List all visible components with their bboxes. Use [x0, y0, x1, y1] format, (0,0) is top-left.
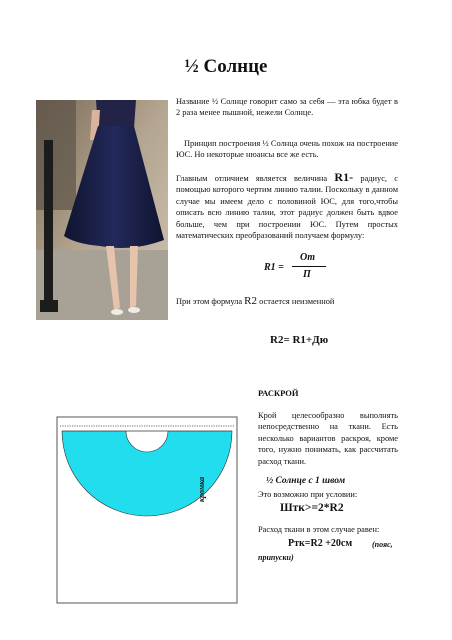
one-seam-heading: ½ Солнце с 1 швом [266, 476, 346, 486]
skirt-photo-illustration [36, 100, 168, 320]
cutting-diagram [56, 416, 238, 604]
fraction-line [292, 266, 326, 267]
consumption-formula: Ртк=R2 +20см [288, 538, 353, 549]
consumption-note-a: (пояс, [372, 540, 393, 549]
cutting-paragraph: Крой целесообразно выполнять непосредственно на ткани. Есть несколько вариантов раскроя, кроме того, нужно понимать, как рассчитать расход ткани. [258, 411, 398, 466]
main-difference-post: радиус, с помощью которого чертим линию талии. Поскольку в данном случае мы имеем дело с половиной ЮС, для того,чтобы описать всю линию талии, этот радиус должен быть вдвое больше, чем при построении ЮС. Путем простых математических преобразований получаем формулу: [176, 174, 399, 241]
condition-text: Это возможно при условии: [258, 490, 358, 499]
cutting-heading: РАСКРОЙ [258, 388, 299, 398]
consumption-note-b: припуски) [258, 553, 294, 562]
fabric-width-formula: Штк>=2*R2 [280, 502, 344, 514]
main-difference-pre: Главным отличием является величина [176, 174, 328, 183]
r2-note [176, 296, 398, 307]
selvedge-label: кромка [197, 476, 206, 502]
intro-paragraph: Название ½ Солнце говорит само за себя — эта юбка будет в 2 раза менее пышной, нежели Солнце. [176, 97, 398, 118]
page-title: ½ Солнце [184, 56, 268, 77]
consumption-intro: Расход ткани в этом случае равен: [258, 525, 380, 534]
r1-formula [200, 252, 330, 284]
formula-lhs: R1 = [264, 262, 284, 273]
principle-paragraph: Принцип построения ½ Солнца очень похож на построение ЮС. Но некоторые нюансы все же есть. [176, 139, 398, 160]
skirt-photo [36, 100, 168, 320]
r2-note-post: остается неизменной [259, 297, 335, 306]
half-circle-layout-icon [56, 416, 238, 604]
formula-denominator: П [303, 269, 311, 280]
r1-label: R1- [334, 170, 354, 184]
formula-numerator: От [300, 252, 315, 263]
r2-note-pre: При этом формула [176, 297, 243, 306]
r2-formula: R2= R1+Дю [270, 334, 329, 346]
r2-note-r2: R2 [244, 295, 258, 307]
main-difference-paragraph [176, 172, 398, 241]
